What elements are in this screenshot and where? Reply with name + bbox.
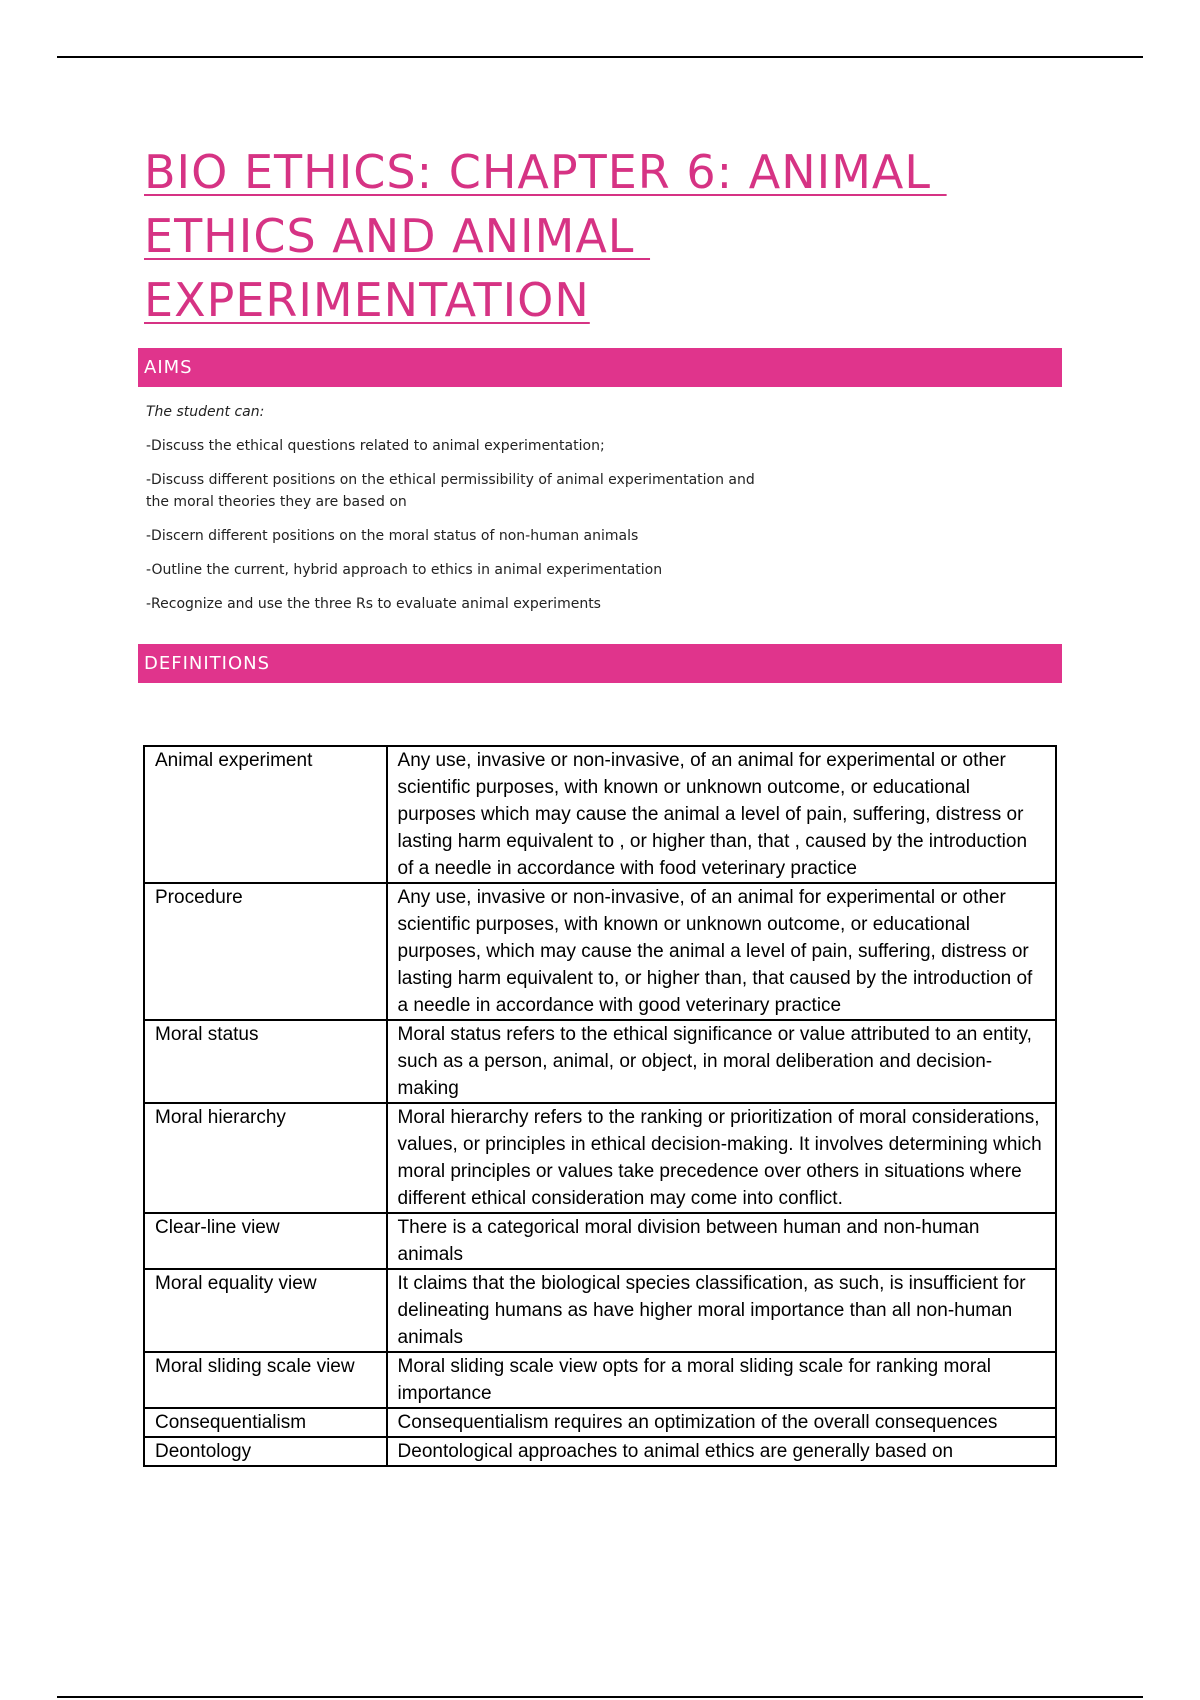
table-row — [144, 1437, 1056, 1466]
aims-item: -Discuss different positions on the ethical permissibility of animal experimentation and the moral theories they are based on — [146, 472, 755, 510]
definitions-table — [143, 745, 1057, 1467]
definition-cell: Any use, invasive or non-invasive, of an animal for experimental or other scientific purposes, with known or unknown outcome, or educational purposes, which may cause the animal a level of pain, suffering, distress or lasting harm equivalent to, or higher than, that caused by the introduction of a needle in accordance with good veterinary practice — [387, 883, 1056, 1020]
aims-item: -Outline the current, hybrid approach to ethics in animal experimentation — [146, 562, 663, 578]
table-row — [144, 746, 1056, 883]
table-row — [144, 1408, 1056, 1437]
term-cell: Moral equality view — [144, 1269, 387, 1352]
definition-cell: Moral sliding scale view opts for a moral sliding scale for ranking moral importance — [387, 1352, 1056, 1408]
definition-cell: Deontological approaches to animal ethics are generally based on — [387, 1437, 1056, 1466]
term-cell: Moral hierarchy — [144, 1103, 387, 1213]
term-cell: Consequentialism — [144, 1408, 387, 1437]
aims-heading: AIMS — [138, 348, 1062, 387]
term-cell: Clear-line view — [144, 1213, 387, 1269]
table-row — [144, 1103, 1056, 1213]
definition-cell: It claims that the biological species classification, as such, is insufficient for delineating humans as have higher moral importance than all non-human animals — [387, 1269, 1056, 1352]
definitions-heading: DEFINITIONS — [138, 644, 1062, 683]
definition-cell: There is a categorical moral division between human and non-human animals — [387, 1213, 1056, 1269]
definition-cell: Moral hierarchy refers to the ranking or prioritization of moral considerations, values, or principles in ethical decision-making. It involves determining which moral principles or values take precedence over others in situations where different ethical consideration may come into conflict. — [387, 1103, 1056, 1213]
definition-cell: Moral status refers to the ethical significance or value attributed to an entity, such as a person, animal, or object, in moral deliberation and decision-making — [387, 1020, 1056, 1103]
bottom-rule — [57, 1696, 1143, 1698]
definition-cell: Consequentialism requires an optimization of the overall consequences — [387, 1408, 1056, 1437]
term-cell: Animal experiment — [144, 746, 387, 883]
page-title — [144, 140, 1044, 332]
aims-item: -Discuss the ethical questions related to animal experimentation; — [146, 438, 605, 454]
aims-item: -Discern different positions on the moral status of non-human animals — [146, 528, 639, 544]
table-row — [144, 1269, 1056, 1352]
term-cell: Deontology — [144, 1437, 387, 1466]
table-row — [144, 1020, 1056, 1103]
term-cell: Moral status — [144, 1020, 387, 1103]
definition-cell: Any use, invasive or non-invasive, of an animal for experimental or other scientific purposes, with known or unknown outcome, or educational purposes which may cause the animal a level of pain, suffering, distress or lasting harm equivalent to , or higher than, that , caused by the introduction of a needle in accordance with food veterinary practice — [387, 746, 1056, 883]
term-cell: Moral sliding scale view — [144, 1352, 387, 1408]
aims-intro: The student can: — [146, 404, 265, 420]
title-line-1: BIO ETHICS: CHAPTER 6: ANIMAL — [144, 145, 947, 199]
term-cell: Procedure — [144, 883, 387, 1020]
table-row — [144, 1213, 1056, 1269]
top-rule — [57, 56, 1143, 58]
title-line-2: ETHICS AND ANIMAL — [144, 209, 651, 263]
table-row — [144, 1352, 1056, 1408]
aims-item: -Recognize and use the three Rs to evaluate animal experiments — [146, 596, 601, 612]
title-line-3: EXPERIMENTATION — [144, 273, 590, 327]
table-row — [144, 883, 1056, 1020]
aims-list — [146, 402, 766, 627]
